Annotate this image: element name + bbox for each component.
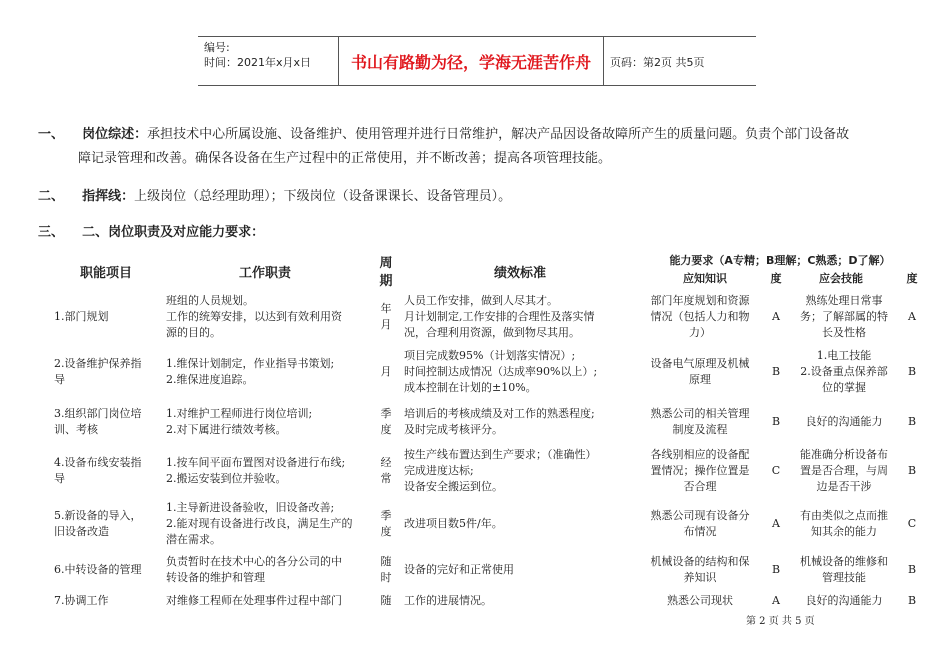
cell-line: 熟悉公司的相关管理 [650,407,750,420]
row-1-knowledge [640,293,760,341]
header-time: 时间：2021年x月x日 [204,56,312,69]
cell-line: 改进项目数5件/年。 [404,517,503,530]
row-7-deg1: A [772,594,780,607]
row-7-duty [166,593,370,609]
row-4-knowledge [640,447,760,495]
cell-line: 完成进度达标; [404,464,474,477]
row-4-standard [404,447,634,495]
row-3-duty [166,406,370,438]
cell-line: 及时完成考核评分。 [404,423,503,436]
cell-line: 原理 [689,373,711,386]
row-2-period [376,364,396,380]
cell-line: 培训后的考核成绩及对工作的熟悉程度; [404,407,595,420]
cell-line: 季 [380,509,392,522]
cell-line: 良好的沟通能力 [805,415,883,428]
row-5-skill [792,508,896,540]
row-4-period [376,455,396,487]
cell-line: 知其余的能力 [811,525,877,538]
cell-line: 负责暂时在技术中心的各分公司的中 [166,555,342,568]
cell-line: 6.中转设备的管理 [54,563,142,576]
row-2-item [54,356,158,388]
row-1-standard [404,293,634,341]
cell-line: 2.能对现有设备进行改良，满足生产的 [166,517,353,530]
row-1-deg1: A [772,310,780,323]
cell-line: 班组的人员规划。 [166,294,254,307]
row-5-period [376,508,396,540]
row-3-item [54,406,158,438]
row-5-duty [166,500,370,548]
cell-line: 旧设备改造 [54,525,109,538]
row-3-standard [404,406,634,438]
cell-line: 月 [380,318,392,331]
section-duties [38,221,918,245]
row-4-skill [792,447,896,495]
row-2-standard [404,348,634,396]
cell-line: 度 [380,423,392,436]
row-2-deg2: B [907,365,917,378]
cell-line: 熟练处理日常事 [805,294,883,307]
cell-line: 月 [380,365,392,378]
cell-line: 机械设备的维修和 [800,555,888,568]
cell-line: 5.新设备的导入， [54,509,142,522]
cell-line: 常 [380,472,392,485]
row-7-skill [792,593,896,609]
row-1-skill [792,293,896,341]
cell-line: 长及性格 [822,326,866,339]
section-command-line [38,185,918,209]
cell-line: 管理技能 [822,571,866,584]
row-7-period [376,593,396,609]
col-header-knowledge: 应知知识 [683,272,727,285]
row-6-item [54,562,158,578]
cell-line: 力） [689,326,711,339]
cell-line: 2.设备维护保养指 [54,357,142,370]
row-1-deg2: A [908,310,916,323]
cell-line: 布情况 [683,525,717,538]
section-overview [38,123,918,147]
cell-line: 设备电气原理及机械 [650,357,750,370]
header-meta [204,40,311,70]
cell-line: 置是否合理，与周 [800,464,888,477]
cell-line: 熟悉公司现状 [667,594,733,607]
col-header-degree2: 度 [906,272,918,285]
row-2-skill [792,348,896,396]
cell-line: 转设备的维护和管理 [166,571,265,584]
row-4-deg2: B [907,464,917,477]
cell-line: 设备的完好和正常使用 [404,563,514,576]
row-7-knowledge [640,593,760,609]
cell-line: 导 [54,472,65,485]
cell-line: 况，合理利用资源，做到物尽其用。 [404,326,580,339]
page-footer: 第 2 页 共 5 页 [746,616,815,627]
cell-line: 情况（包括人力和物 [650,310,750,323]
cell-line: 月计划制定,工作安排的合理性及落实情 [404,310,595,323]
row-6-period [376,554,396,586]
row-1-duty [166,293,370,341]
cell-line: 随 [380,555,392,568]
row-7-standard [404,593,634,609]
cell-line: 成本控制在计划的±10%。 [404,381,537,394]
cell-line: 1.维保计划制定，作业指导书策划; [166,357,335,370]
row-5-knowledge [640,508,760,540]
col-header-duty: 工作职责 [238,266,291,281]
cell-line: 2.搬运安装到位并验收。 [166,472,287,485]
row-5-standard [404,516,634,532]
row-4-deg1: C [771,464,781,477]
cell-line: 2.对下属进行绩效考核。 [166,423,287,436]
cell-line: 对维修工程师在处理事件过程中部门 [166,594,342,607]
cell-line: 1.按车间平面布置图对设备进行布线; [166,456,346,469]
section-number: 一、 [38,127,65,142]
row-3-period [376,406,396,438]
row-3-knowledge [640,406,760,438]
cell-line: 年 [380,302,392,315]
cell-line: 季 [380,407,392,420]
cell-line: 时 [380,571,392,584]
cell-line: 工作的统筹安排，以达到有效利用资 [166,310,342,323]
cell-line: 各线别相应的设备配 [650,448,750,461]
section-title: 指挥线： [82,189,135,204]
cell-line: 4.设备布线安装指 [54,456,142,469]
cell-line: 1.电工技能 [816,349,872,362]
section-text: 上级岗位（总经理助理）；下级岗位（设备课课长、设备管理员）。 [134,189,512,204]
cell-line: 有由类似之点而推 [800,509,888,522]
cell-line: 边是否干涉 [816,480,872,493]
row-6-standard [404,562,634,578]
row-3-deg1: B [771,415,781,428]
row-5-deg1: A [772,517,780,530]
cell-line: 按生产线布置达到生产要求；（准确性） [404,448,597,461]
cell-line: 养知识 [683,571,717,584]
col-header-item: 职能项目 [79,266,132,281]
cell-line: 位的掌握 [822,381,866,394]
cell-line: 经 [380,456,392,469]
section-number: 三、 [38,225,65,240]
col-header-period-2: 期 [379,274,393,289]
row-5-deg2: C [907,517,917,530]
cell-line: 7.协调工作 [54,594,109,607]
cell-line: 项目完成数95%（计划落实情况）; [404,349,576,362]
cell-line: 1.对维护工程师进行岗位培训; [166,407,313,420]
cell-line: 否合理 [683,480,717,493]
col-header-period-1: 周 [379,256,393,271]
cell-line: 人员工作安排，做到人尽其才。 [404,294,558,307]
header-page-info: 页码：第2页 共5页 [610,56,705,69]
cell-line: 训、考核 [54,423,98,436]
cell-line: 部门年度规划和资源 [650,294,750,307]
section-overview-line2: 障记录管理和改善。确保各设备在生产过程中的正常使用，并不断改善；提高各项管理技能。 [78,151,612,166]
cell-line: 2.设备重点保养部 [800,365,888,378]
cell-line: 1.主导新进设备验收，旧设备改善; [166,501,335,514]
cell-line: 制度及流程 [672,423,728,436]
cell-line: 随 [380,594,392,607]
row-2-duty [166,356,370,388]
cell-line: 3.组织部门岗位培 [54,407,142,420]
cell-line: 机械设备的结构和保 [650,555,750,568]
header-motto: 书山有路勤为径，学海无涯苦作舟 [338,37,604,85]
row-6-knowledge [640,554,760,586]
row-2-knowledge [640,356,760,388]
section-text-line1: 承担技术中心所属设施、设备维护、使用管理并进行日常维护，解决产品因设备故障所产生的质量问题。负责个部门设备故 [147,127,850,142]
cell-line: 工作的进展情况。 [404,594,492,607]
cell-line: 设备安全搬运到位。 [404,480,503,493]
section-number: 二、 [38,189,65,204]
row-4-duty [166,455,370,487]
row-5-item [54,508,158,540]
row-4-item [54,455,158,487]
col-header-standard: 绩效标准 [493,266,546,281]
cell-line: 时间控制达成情况（达成率90%以上）; [404,365,598,378]
row-1-item: 1.部门规划 [54,310,109,323]
row-6-skill [792,554,896,586]
cell-line: 熟悉公司现有设备分 [650,509,750,522]
row-3-deg2: B [907,415,917,428]
cell-line: 2.维保进度追踪。 [166,373,254,386]
col-header-ability: 能力要求（A专精；B理解；C熟悉；D了解） [669,254,891,267]
row-7-deg2: B [907,594,917,607]
row-2-deg1: B [771,365,781,378]
col-header-skill: 应会技能 [819,272,863,285]
page-header [198,36,756,86]
cell-line: 潜在需求。 [166,533,221,546]
section-title: 二、岗位职责及对应能力要求： [82,225,265,240]
cell-line: 导 [54,373,65,386]
row-3-skill [792,414,896,430]
header-number: 编号: [204,41,230,54]
row-6-deg2: B [907,563,917,576]
cell-line: 能准确分析设备布 [800,448,888,461]
row-7-item [54,593,158,609]
cell-line: 务；了解部属的特 [800,310,888,323]
cell-line: 置情况；操作位置是 [650,464,750,477]
row-1-period [376,301,396,333]
cell-line: 源的目的。 [166,326,221,339]
col-header-degree1: 度 [770,272,782,285]
section-title: 岗位综述： [82,127,148,142]
row-6-deg1: B [771,563,781,576]
row-6-duty [166,554,370,586]
cell-line: 良好的沟通能力 [805,594,883,607]
cell-line: 度 [380,525,392,538]
